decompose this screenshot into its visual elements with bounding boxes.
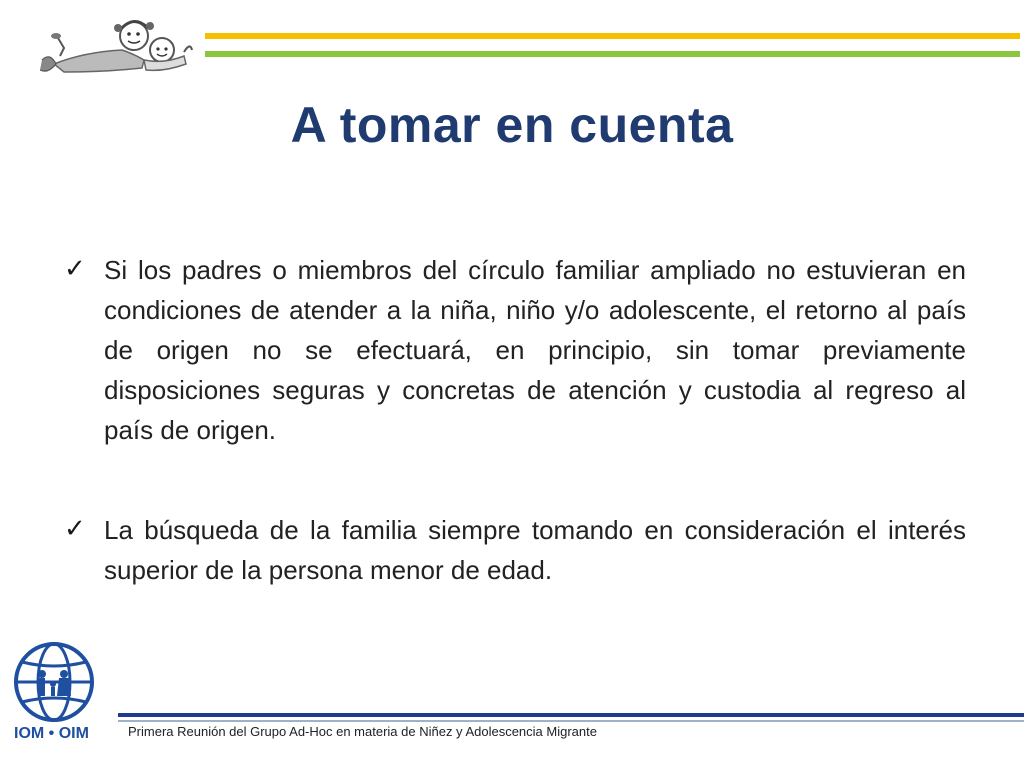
bullet-text: La búsqueda de la familia siempre tomando en consideración el interés superior de la persona menor de edad. — [104, 515, 966, 585]
slide-title: A tomar en cuenta — [290, 97, 734, 153]
checkmark-icon: ✓ — [64, 254, 86, 284]
bullet-item — [62, 250, 966, 450]
bullet-text: Si los padres o miembros del círculo familiar ampliado no estuvieran en condiciones de atender a la niña, niño y/o adolescente, el retorno al país de origen no se efectuará, en principio, sin tomar previamente disposiciones seguras y concretas de atención y custodia al regreso al país de origen. — [104, 255, 966, 445]
footer-text: Primera Reunión del Grupo Ad-Hoc en materia de Niñez y Adolescencia Migrante — [128, 724, 597, 739]
bullet-item — [62, 510, 966, 590]
checkmark-icon: ✓ — [64, 514, 86, 544]
header-bar-green — [205, 51, 1020, 57]
children-drawing-icon — [34, 12, 194, 82]
footer-line — [118, 713, 1024, 717]
footer-line-secondary — [118, 720, 1024, 722]
header-bar-yellow — [205, 33, 1020, 39]
iom-logo-caption: IOM • OIM — [14, 725, 89, 742]
bullet-list — [62, 250, 966, 650]
